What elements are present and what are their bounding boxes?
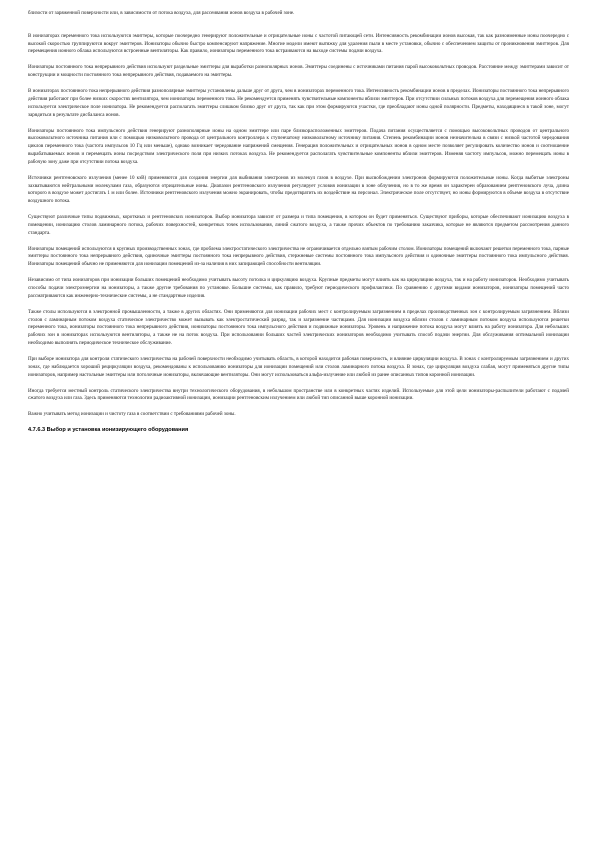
paragraph-2: В ионизаторах переменного тока используются эмиттеры, которые поочередно генерируют положительные и отрицательные ионы с частотой питающей сети. Интенсивность рекомбинации ионов высокая, так как разноименные ионы поочередно с высокой скоростью группируются вокруг эмиттеров. Ионизаторы обычно быстро компенсируют напряжение. Многие модели имеют вытяжку для удаления пыли в месте установки, обычно с обеспечением защиты от проникновения эмиттеров. Для перемещения ионного облака используются встроенные вентиляторы. Как правило, ионизаторы переменного тока встраиваются на выходе системы подачи воздуха. [28,32,569,55]
paragraph-11: При выборе ионизатора для контроля статического электричества на рабочей поверхности необходимо учитывать область, в которой находится рабочая поверхность, и влияние циркуляции воздуха. В зонах с контролируемым загрязнением и других зонах, где наблюдается хороший рециркуляции воздуха, рекомендованы к использованию ионизаторы для ионизации помещений или столов ламинарного потока воздуха. В зонах, где циркуляция воздуха слабая, могут применяться другие типы ионизаторов, например настольные эмиттеры или потолочные ионизаторы, включающие вентиляторы. Они могут использоваться альфа-излучение или любой из ранее описанных типов коронной ионизации. [28,355,569,378]
paragraph-10: Также столы используются в электронной промышленности, а также в других областях. Они применяются для ионизации рабочих мест с контролируемым загрязнением в пределах производственных зон с контролируемым загрязнением. Вблизи столов с ламинарным потоком воздуха статическое электричество может вызывать как электростатический разряд, так и загрязнение частицами. Для ионизации воздуха вблизи столов с ламинарным потоком воздуха используются решетки переменного тока, ионизаторы постоянного тока непрерывного действия, ионизаторы постоянного тока импульсного действия и подвижные ионизаторы. Уровень и напряжение потока воздуха могут влиять на работу ионизатора. Для небольших рабочих зон в ионизаторах используются вентиляторы, а также не на поток воздуха. При использовании больших частей электрических ионизаторов необходимо учитывать способ подачи энергии. Для обслуживания оптимальной ионизации необходимо выполнять периодическое техническое обслуживание. [28,308,569,346]
paragraph-8: Ионизаторы помещений используются в крупных производственных зонах, где проблема электростатического электричества не ограничивается отдельно взятым рабочим столом. Ионизаторы помещений включают решетки переменного тока, парные эмиттеры постоянного тока непрерывного действия, одиночные эмиттеры постоянного тока непрерывного действия, стержневые системы постоянного тока импульсного действия и одиночные эмиттеры постоянного тока импульсного действия. Ионизаторы помещений обычно не применяются для ионизации помещений из-за наличия в них запирающей способности вентиляции. [28,245,569,268]
section-heading: 4.7.6.3 Выбор и установка ионизирующего оборудования [28,427,189,434]
paragraph-5: Ионизаторы постоянного тока импульсного действия генерируют разнополярные ионы на одном эмиттере или паре близкорасположенных эмиттеров. Подача питания осуществляется с помощью высоковольтных проводов от центрального высоковольтного источника питания или с помощью низковольтного провода от центрального контроллера к ступенчатому низковольтному источнику питания. Степень рекомбинации ионов незначительна в связи с низкой частотой чередования циклов переменного тока (частота импульсов 10 Гц или меньше), однако возникает чередование напряжений смещения. Генерация положительных и отрицательных ионов в одном месте позволяет регулировать количество ионов и соотношение вырабатываемых ионов и перемещать ионы посредством электрического поля при низких потоках воздуха. Не рекомендуется располагать чувствительные компоненты вблизи эмиттеров. Изменяя частоту импульсов, можно перемещать ионы в рабочую зону даже при отсутствии потока воздуха. [28,127,569,165]
paragraph-6: Источники рентгеновского излучения (менее 10 кэВ) применяются для создания энергии для выбивания электронов из молекул газов в воздухе. При высвобождении электронов формируются положительные ионы. Когда выбитые электроны захватываются нейтральными молекулами газа, образуются отрицательные ионы. Диапазон рентгеновского излучения регулирует условия ионизации в зоне облучения, но в то же время он характерен образованием рентгеновского луча, длина которого в воздухе может достигать 1 м или более. Источники рентгеновского излучения можно экранировать, чтобы предотвратить их воздействие на персонал. Электрическое поле отсутствует, но ионы формируются в объеме воздуха в отсутствие воздушного потока. [28,174,569,205]
paragraph-1: близости от заряженной поверхности или, в зависимости от потока воздуха, для рассеивания ионов воздуха в рабочей зоне. [28,10,295,16]
paragraph-4: В ионизаторах постоянного тока непрерывного действия разнополярные эмиттеры установлены дальше друг от друга, чем в ионизаторах переменного тока. Интенсивность рекомбинации ионов в пределах. Ионизаторы постоянного тока непрерывного действия работают при более низких скоростях вентилятора, чем ионизаторы переменного тока. Не рекомендуется применять чувствительные компоненты вблизи эмиттеров. При отсутствии сильных потоков воздуха для перемещения ионного облака используется электрическое поле ионизатора. Не рекомендуется располагать эмиттеры слишком близко друг от друга, так как при этом формируются участки, где преобладают ионы одной полярности. Предметы, находящиеся в такой зоне, могут зарядиться в результате дисбаланса ионов. [28,88,569,118]
paragraph-7: Существуют различные типы подвижных, короткиых и рентгеновских ионизаторов. Выбор ионизатора зависит от размера и типа помещения, в котором он будет применяться. Существуют приборы, которые обеспечивают ионизацию воздуха в помещении, ионизацию столов ламинарного потока, рабочих поверхностей, конкретных точек использования, линий сжатого воздуха, а также прочих объектов по требованию заказчика, которые не являются предметом рассмотрения данного стандарта. [28,214,569,236]
document-page [28,10,569,435]
paragraph-3: Ионизаторы постоянного тока непрерывного действия используют раздельные эмиттеры для выработки разнополярных ионов. Эмиттеры соединены с источниками питания парой высоковольтных проводов. Расстояние между эмиттерами зависит от конструкции и мощности постоянного тока непрерывного действия, подаваемого на эмиттеры. [28,64,569,79]
paragraph-13: Важно учитывать метод ионизации и чистоту газа в соответствии с требованиями рабочей зоны. [28,411,236,418]
paragraph-9: Независимо от типа ионизаторов при ионизации больших помещений необходимо учитывать высоту потолка и циркуляцию воздуха. Крупные предметы могут влиять как на циркуляцию воздуха, так и на работу ионизаторов. Необходимо учитывать способы подачи электроэнергии на ионизаторы, а также другие требования по установке. Большие системы, как правило, требуют периодического профилактики. По сравнению с другими видами ионизаторов, ионизаторы помещений часто рассматриваются как инженерно-технические системы, а не стандартные изделия. [28,277,569,299]
paragraph-12: Иногда требуется местный контроль статического электричества внутри технологического оборудования, в небольшом пространстве или в конкретных частях изделий. Используемые для этой цели ионизаторы-распылители работают с подачей сжатого воздуха или газа. Здесь применяются технологии радиоактивной ионизации, ионизации рентгеновским излучением или любой тип описанной выше коронной ионизации. [28,387,569,402]
